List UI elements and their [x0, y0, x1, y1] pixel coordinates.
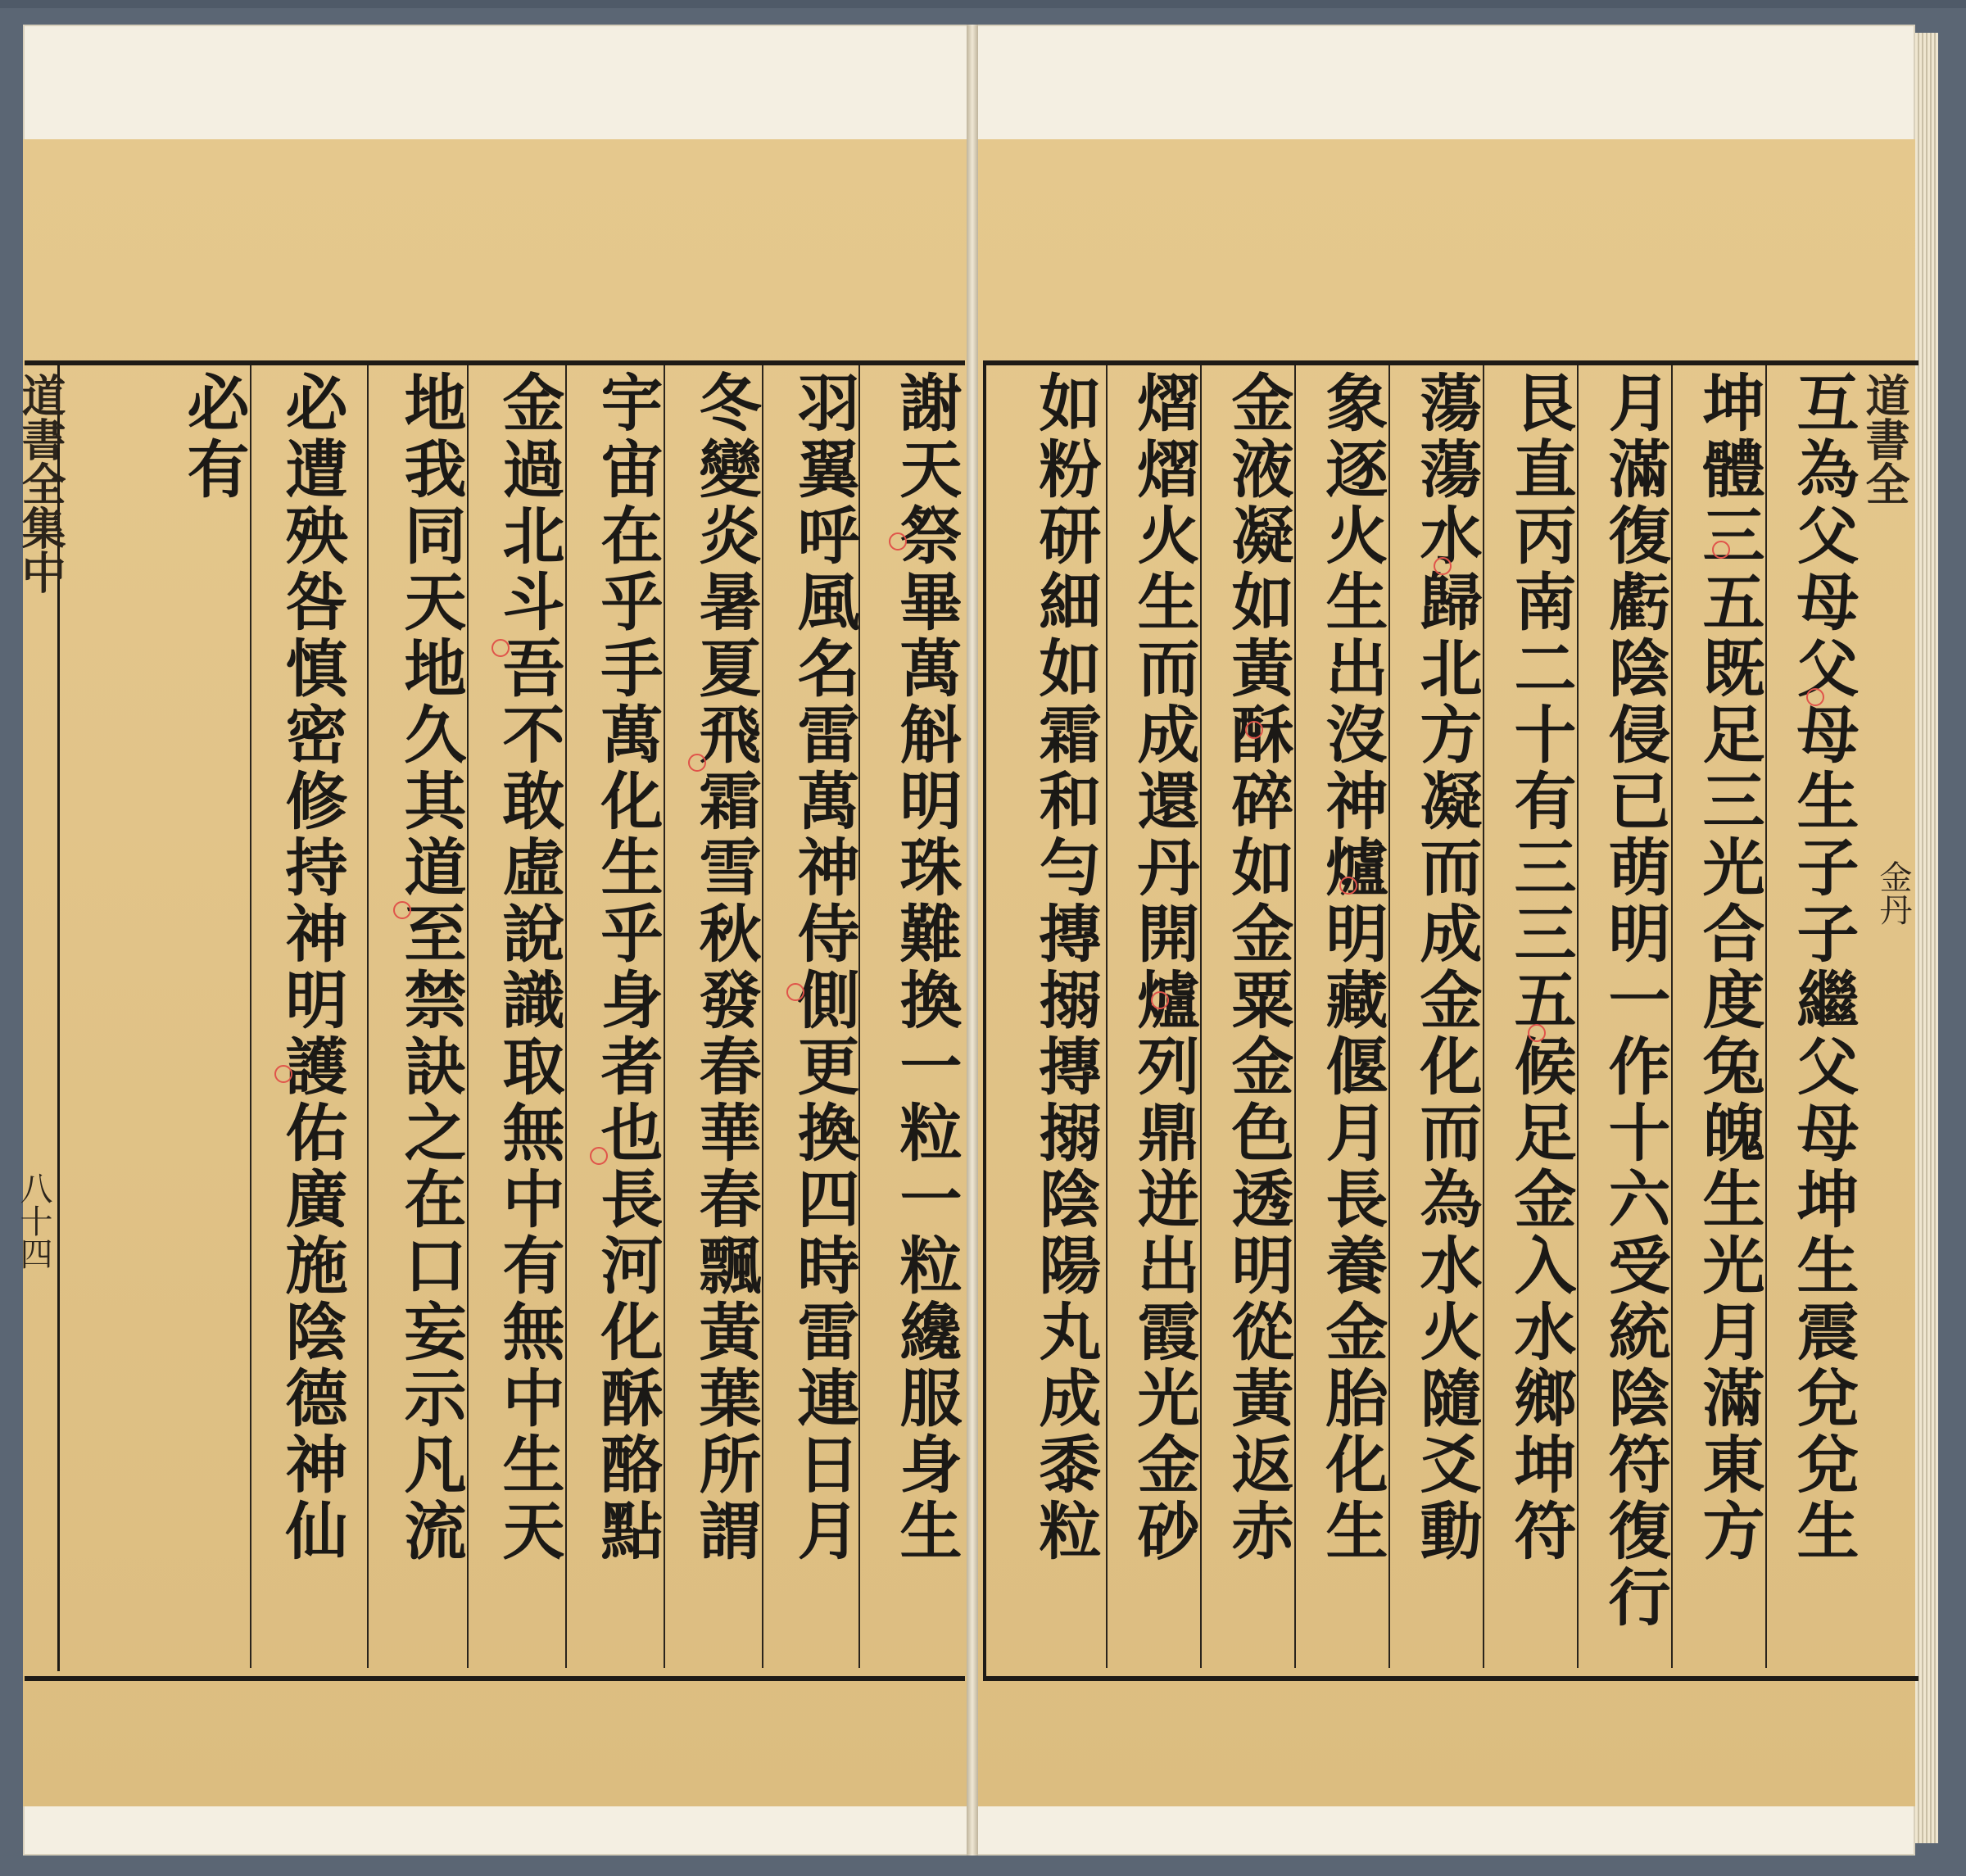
right-column-2: 坤體三五既足三光合度兔魄生光月滿東方 — [1692, 370, 1765, 1565]
book-spine — [967, 25, 978, 1856]
right-column-9: 如粉研細如霜和勻摶搦摶搦陰陽丸成黍粒 — [1029, 370, 1102, 1565]
punctuation-circle — [1712, 541, 1730, 559]
right-column-3: 月滿復虧陰侵已萌明一作十六受統陰符復行 — [1598, 370, 1671, 1631]
right-column-6: 象逐火生出沒神爐明藏偃月長養金胎化生 — [1316, 370, 1388, 1565]
punctuation-circle — [1245, 721, 1263, 739]
punctuation-circle — [688, 754, 706, 772]
left-column-1: 謝天祭畢萬斛明珠難換一粒一粒纔服身生 — [890, 370, 963, 1565]
punctuation-circle — [1528, 1024, 1546, 1042]
column-rule — [1106, 365, 1108, 1668]
left-column-3: 冬變炎暑夏飛霜雪秋發春華春飄黃葉所謂 — [689, 370, 762, 1565]
left-column-7: 必遭殃咎慎密修持神明護佑廣施陰德神仙 — [275, 370, 348, 1565]
punctuation-circle — [393, 901, 411, 919]
punctuation-circle — [786, 983, 804, 1001]
punctuation-circle — [1806, 688, 1824, 706]
background-strip — [0, 0, 1966, 8]
page-edges — [1915, 33, 1938, 1843]
punctuation-circle — [1434, 557, 1452, 575]
left-margin-page-number: 八十四 — [15, 1171, 52, 1270]
left-column-8: 必有 — [177, 370, 250, 503]
left-column-6: 地我同天地久其道至禁訣之在口妄示凡流 — [394, 370, 467, 1565]
left-column-4: 宇宙在乎手萬化生乎身者也長河化酥酪點 — [591, 370, 664, 1565]
punctuation-circle — [889, 532, 907, 551]
right-margin-title: 道書全 — [1859, 373, 1911, 505]
left-margin-title: 道書全集中 — [15, 373, 67, 594]
column-rule — [367, 365, 369, 1668]
right-column-4: 艮直丙南二十有三三五候足金入水鄉坤符 — [1504, 370, 1577, 1565]
right-margin-note: 金丹 — [1874, 860, 1912, 926]
right-column-5: 蕩蕩水歸北方凝而成金化而為水火隨爻動 — [1410, 370, 1483, 1565]
left-column-5: 金過北斗吾不敢虛說識取無中有無中生天 — [492, 370, 565, 1565]
right-column-7: 金液凝如黃酥碎如金粟金色透明從黃返赤 — [1221, 370, 1294, 1565]
punctuation-circle — [1339, 877, 1357, 895]
left-column-2: 羽翼呼風名雷萬神侍側更換四時雷連日月 — [787, 370, 860, 1565]
punctuation-circle — [1151, 991, 1169, 1009]
punctuation-circle — [590, 1147, 608, 1165]
punctuation-circle — [274, 1065, 292, 1083]
right-column-8: 熠熠火生而成還丹開爐列鼎迸出霞光金砂 — [1127, 370, 1200, 1565]
right-column-1: 互為父母父母生子子繼父母坤生震兌兌生 — [1787, 370, 1860, 1565]
punctuation-circle — [492, 639, 510, 657]
